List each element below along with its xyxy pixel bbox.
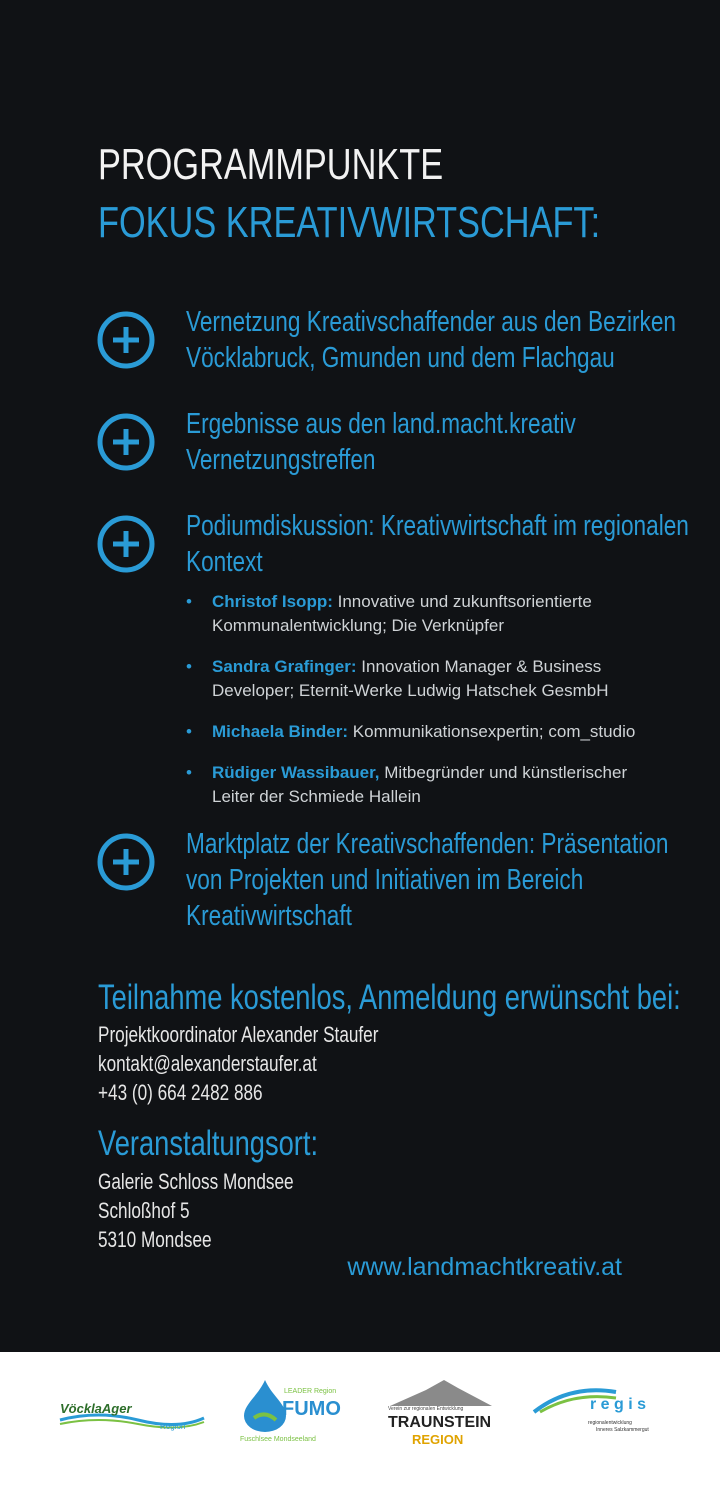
registration-details <box>98 1020 378 1107</box>
venue-title: Veranstaltungsort: <box>98 1124 319 1163</box>
traunstein-region-logo: Verein zur regionalen Entwicklung TRAUNSTEIN REGION <box>386 1378 496 1458</box>
venue-street: Schloßhof 5 <box>98 1198 190 1223</box>
regis-logo: r e g i s regionalentwicklung Inneres Salzkammergut <box>530 1384 670 1444</box>
speaker-name: Rüdiger Wassibauer, <box>212 763 380 782</box>
contact-email[interactable]: kontakt@alexanderstaufer.at <box>98 1051 317 1076</box>
program-item-text: Podiumdiskussion: Kreativwirtschaft im regionalen Kontext <box>186 510 689 578</box>
plus-circle-icon <box>96 412 156 472</box>
list-item: • Sandra Grafinger: Innovation Manager & Business Developer; Eternit-Werke Ludwig Hatschek GesmbH <box>186 657 609 700</box>
plus-circle-icon <box>96 514 156 574</box>
venue-details <box>98 1167 294 1254</box>
fumo-logo: LEADER Region FUMO Fuschlsee Mondseeland <box>240 1378 350 1448</box>
program-item-text: Marktplatz der Kreativschaffenden: Präsentation von Projekten und Initiativen im Bereich Kreativwirtschaft <box>186 828 669 932</box>
speaker-name: Christof Isopp: <box>212 592 333 611</box>
program-item-text: Vernetzung Kreativschaffender aus den Bezirken Vöcklabruck, Gmunden und dem Flachgau <box>186 306 676 374</box>
website-link[interactable]: www.landmachtkreativ.at <box>347 1253 622 1281</box>
speaker-name: Michaela Binder: <box>212 722 349 741</box>
bullet-icon: • <box>186 657 192 676</box>
bullet-icon: • <box>186 763 192 782</box>
plus-circle-icon <box>96 310 156 370</box>
bullet-icon: • <box>186 592 192 611</box>
bullet-icon: • <box>186 722 192 741</box>
mountain-icon <box>386 1378 496 1408</box>
heading-fokus: FOKUS KREATIVWIRTSCHAFT: <box>98 198 601 247</box>
speaker-name: Sandra Grafinger: <box>212 657 357 676</box>
voecklaager-logo: VöcklaAger Region <box>58 1400 208 1440</box>
heading-programmpunkte: PROGRAMMPUNKTE <box>98 140 444 189</box>
list-item: • Christof Isopp: Innovative und zukunftsorientierte Kommunalentwicklung; Die Verknüpfer <box>186 592 592 635</box>
list-item: • Michaela Binder: Kommunikationsexpertin; com_studio <box>186 720 626 744</box>
program-item-text: Ergebnisse aus den land.macht.kreativ Vernetzungstreffen <box>186 408 576 476</box>
venue-city: 5310 Mondsee <box>98 1227 212 1252</box>
registration-title: Teilnahme kostenlos, Anmeldung erwünscht bei: <box>98 978 681 1017</box>
list-item: • Rüdiger Wassibauer, Mitbegründer und künstlerischer Leiter der Schmiede Hallein <box>186 763 628 806</box>
contact-phone[interactable]: +43 (0) 664 2482 886 <box>98 1080 263 1105</box>
contact-name: Projektkoordinator Alexander Staufer <box>98 1022 379 1047</box>
venue-name: Galerie Schloss Mondsee <box>98 1169 294 1194</box>
plus-circle-icon <box>96 832 156 892</box>
sponsor-logo-strip <box>0 1352 720 1495</box>
panel-speaker-list <box>186 590 636 826</box>
